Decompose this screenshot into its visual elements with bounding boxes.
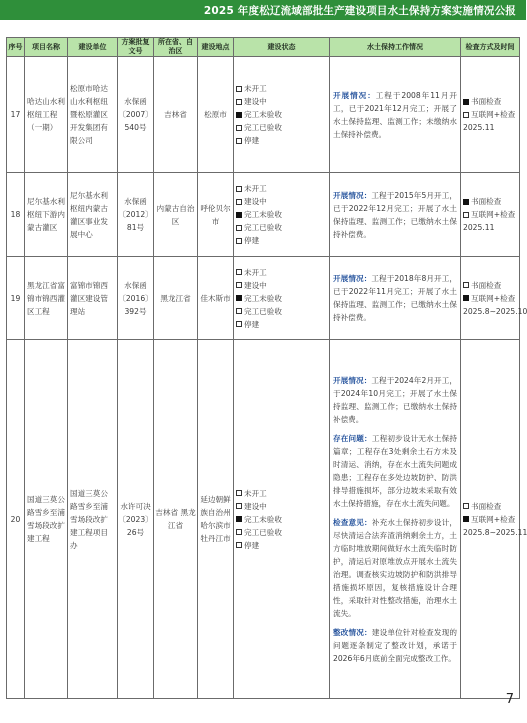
inspection-method-label: 书面检查 (471, 501, 502, 511)
checkbox-icon (236, 86, 242, 92)
checked-box-icon (236, 295, 242, 301)
work-paragraph-heading: 开展情况： (333, 375, 372, 385)
status-option (236, 221, 329, 234)
status-option (236, 318, 329, 331)
status-option (236, 487, 329, 500)
page-number: 7 (505, 692, 514, 707)
status-option-label: 未开工 (244, 84, 267, 93)
header-bar (0, 0, 526, 20)
inspection-method (463, 108, 519, 121)
row-status (234, 257, 330, 340)
checkbox-icon (236, 238, 242, 244)
inspection-method (463, 279, 519, 292)
checkbox-icon (236, 125, 242, 131)
status-option-label: 完工未验收 (244, 293, 282, 303)
status-option-label: 停建 (244, 136, 260, 145)
work-paragraph (333, 89, 457, 141)
row-project-name: 尼尔基水利枢纽下游内蒙古灌区 (25, 173, 68, 257)
inspection-method-label: 书面检查 (471, 280, 502, 290)
row-seq: 19 (7, 257, 25, 340)
status-option-label: 停建 (244, 236, 260, 245)
row-location: 呼伦贝尔市 (198, 173, 234, 257)
work-paragraph (333, 626, 457, 665)
status-option (236, 108, 329, 121)
row-approval-doc: 水保函〔2016〕392号 (118, 257, 154, 340)
status-option (236, 195, 329, 208)
col-header-seq: 序号 (7, 38, 25, 57)
work-paragraph (333, 516, 457, 620)
work-paragraph-text: 工程初步设计无水土保持篇章；工程存在3处剩余土石方未及时清运、消纳，存在水土流失问题成隐患；工程存在多处边坡防护、防洪排导措施损坏，部分边坡未采取有效水土保持措施，存在水土流失问题。 (333, 433, 458, 508)
status-option-label: 完工已验收 (244, 223, 282, 232)
row-inspection (461, 57, 520, 173)
checked-box-icon (463, 295, 469, 301)
checkbox-icon (463, 503, 469, 509)
row-construction-unit: 松原市哈达山水利枢纽暨松原灌区开发集团有限公司 (68, 57, 118, 173)
row-province: 吉林省 (154, 57, 198, 173)
checkbox-icon (236, 138, 242, 144)
work-paragraph-text: 工程于2015年5月开工，已于2022年12月完工；开展了水土保持监理、监测工作；已缴纳水土保持补偿费。 (333, 190, 458, 239)
row-seq: 17 (7, 57, 25, 173)
checkbox-icon (236, 199, 242, 205)
inspection-method-label: 书面检查 (471, 97, 502, 106)
row-inspection (461, 173, 520, 257)
row-location: 佳木斯市 (198, 257, 234, 340)
row-location: 松原市 (198, 57, 234, 173)
status-option (236, 234, 329, 247)
checked-box-icon (236, 516, 242, 522)
checkbox-icon (236, 269, 242, 275)
checkbox-icon (236, 529, 242, 535)
checkbox-icon (236, 503, 242, 509)
inspection-method-label: 书面检查 (471, 197, 502, 206)
inspection-method (463, 513, 519, 526)
checkbox-icon (236, 490, 242, 496)
work-paragraph-text: 建设单位针对检查发现的问题逐条制定了整改计划，承诺于2026年6月底前全面完成整改工作。 (333, 627, 458, 663)
status-option (236, 182, 329, 195)
checkbox-icon (236, 225, 242, 231)
work-paragraph-heading: 开展情况： (333, 190, 372, 200)
col-header-province: 所在省、自治区 (154, 38, 198, 57)
work-paragraph (333, 189, 457, 241)
status-option (236, 95, 329, 108)
report-title: 2025 年度松辽流域部批生产建设项目水土保持方案实施情况公报 (203, 5, 516, 17)
status-option-label: 完工未验收 (244, 110, 282, 119)
inspection-method-label: 互联网+检查 (471, 514, 516, 524)
checked-box-icon (236, 212, 242, 218)
col-header-unit: 建设单位 (68, 38, 118, 57)
checkbox-icon (236, 282, 242, 288)
status-option (236, 513, 329, 526)
col-header-doc: 方案批复文号 (118, 38, 154, 57)
inspection-method-label: 互联网+检查 (471, 110, 516, 119)
row-approval-doc: 水保函〔2012〕81号 (118, 173, 154, 257)
checkbox-icon (236, 321, 242, 327)
status-option-label: 未开工 (244, 267, 267, 277)
table-header-row (7, 38, 520, 57)
table-row (7, 257, 520, 340)
row-seq: 20 (7, 340, 25, 699)
checked-box-icon (463, 516, 469, 522)
row-status (234, 340, 330, 699)
work-paragraph (333, 374, 457, 426)
row-work-situation (330, 173, 461, 257)
status-option-label: 停建 (244, 319, 260, 329)
status-option-label: 未开工 (244, 488, 267, 498)
status-option-label: 停建 (244, 540, 260, 550)
col-header-status: 建设状态 (234, 38, 330, 57)
row-province: 吉林省 黑龙江省 (154, 340, 198, 699)
row-project-name: 哈达山水利枢纽工程（一期） (25, 57, 68, 173)
work-paragraph (333, 432, 457, 510)
col-header-inspection: 检查方式及时间 (461, 38, 520, 57)
col-header-work: 水土保持工作情况 (330, 38, 461, 57)
status-option (236, 539, 329, 552)
inspection-method (463, 208, 519, 221)
checked-box-icon (463, 199, 469, 205)
inspection-method-label: 互联网+检查 (471, 210, 516, 219)
checked-box-icon (236, 112, 242, 118)
work-paragraph-heading: 开展情况： (333, 90, 376, 100)
row-location: 延边朝鲜族自治州 哈尔滨市 牡丹江市 (198, 340, 234, 699)
inspection-date: 2025.8~2025.10 (463, 306, 527, 316)
status-option-label: 建设中 (244, 197, 267, 206)
table-row (7, 173, 520, 257)
inspection-method (463, 95, 519, 108)
work-paragraph (333, 272, 457, 324)
work-paragraph-text: 工程于2008年11月开工，已于2021年12月完工；开展了水土保持监理、监测工作；未缴纳水土保持补偿费。 (333, 90, 457, 139)
row-seq: 18 (7, 173, 25, 257)
row-status (234, 173, 330, 257)
row-status (234, 57, 330, 173)
status-option (236, 292, 329, 305)
row-work-situation (330, 340, 461, 699)
checkbox-icon (236, 186, 242, 192)
status-option (236, 266, 329, 279)
table-row (7, 340, 520, 699)
inspection-date: 2025.11 (463, 223, 495, 232)
row-work-situation (330, 257, 461, 340)
inspection-method (463, 500, 519, 513)
checkbox-icon (236, 542, 242, 548)
inspection-date: 2025.11 (463, 123, 495, 132)
row-work-situation (330, 57, 461, 173)
row-construction-unit: 尼尔基水利枢纽内蒙古灌区事业发展中心 (68, 173, 118, 257)
work-paragraph-text: 工程于2018年8月开工，已于2022年11月完工；开展了水土保持监理、监测工作；已缴纳水土保持补偿费。 (333, 274, 458, 322)
checkbox-icon (463, 282, 469, 288)
row-construction-unit: 国道三莫公路雪乡至浦雪场段改扩建工程项目办 (68, 340, 118, 699)
checkbox-icon (236, 99, 242, 105)
row-construction-unit: 富锦市锦西灌区建设管理站 (68, 257, 118, 340)
status-option-label: 完工已验收 (244, 123, 282, 132)
inspection-date: 2025.8~2025.11 (463, 527, 527, 537)
status-option-label: 完工已验收 (244, 306, 282, 316)
work-paragraph-heading: 开展情况： (333, 274, 372, 283)
row-project-name: 黑龙江省富锦市锦西灌区工程 (25, 257, 68, 340)
status-option (236, 208, 329, 221)
status-option-label: 建设中 (244, 501, 267, 511)
status-option-label: 未开工 (244, 184, 267, 193)
col-header-name: 项目名称 (25, 38, 68, 57)
checkbox-icon (236, 308, 242, 314)
work-paragraph-heading: 检查意见： (333, 517, 372, 527)
status-option (236, 500, 329, 513)
row-project-name: 国道三莫公路雪乡至浦雪场段改扩建工程 (25, 340, 68, 699)
inspection-method (463, 195, 519, 208)
status-option (236, 305, 329, 318)
work-paragraph-text: 工程于2024年2月开工，于2024年10月完工；开展了水土保持监理、监测工作；已缴纳水土保持补偿费。 (333, 375, 458, 424)
status-option-label: 完工未验收 (244, 514, 282, 524)
table-row (7, 57, 520, 173)
row-inspection (461, 340, 527, 699)
work-paragraph-text: 补充水土保持初步设计，尽快清运合法弃渣消纳剩余土方，土方临时堆放期间做好水土流失临时防护，清运后对原堆放点开展水土流失治理。调查核实边坡防护和防洪排导措施损坏原因，复核措施设计合理性，采取针对性整改措施，治理水土流失。 (333, 517, 458, 618)
status-option (236, 82, 329, 95)
status-option (236, 121, 329, 134)
work-paragraph-heading: 整改情况： (333, 627, 372, 637)
status-option-label: 完工未验收 (244, 210, 282, 219)
row-approval-doc: 水许可决〔2023〕26号 (118, 340, 154, 699)
status-option (236, 526, 329, 539)
status-option-label: 建设中 (244, 280, 267, 290)
row-province: 内蒙古自治区 (154, 173, 198, 257)
status-option-label: 建设中 (244, 97, 267, 106)
row-approval-doc: 水保函〔2007〕540号 (118, 57, 154, 173)
inspection-method (463, 292, 519, 305)
status-option (236, 279, 329, 292)
checkbox-icon (463, 212, 469, 218)
row-inspection (461, 257, 527, 340)
checkbox-icon (463, 112, 469, 118)
row-province: 黑龙江省 (154, 257, 198, 340)
project-table (6, 37, 527, 699)
work-paragraph-heading: 存在问题： (333, 433, 372, 443)
checked-box-icon (463, 99, 469, 105)
status-option-label: 完工已验收 (244, 527, 282, 537)
col-header-location: 建设地点 (198, 38, 234, 57)
status-option (236, 134, 329, 147)
inspection-method-label: 互联网+检查 (471, 293, 516, 303)
